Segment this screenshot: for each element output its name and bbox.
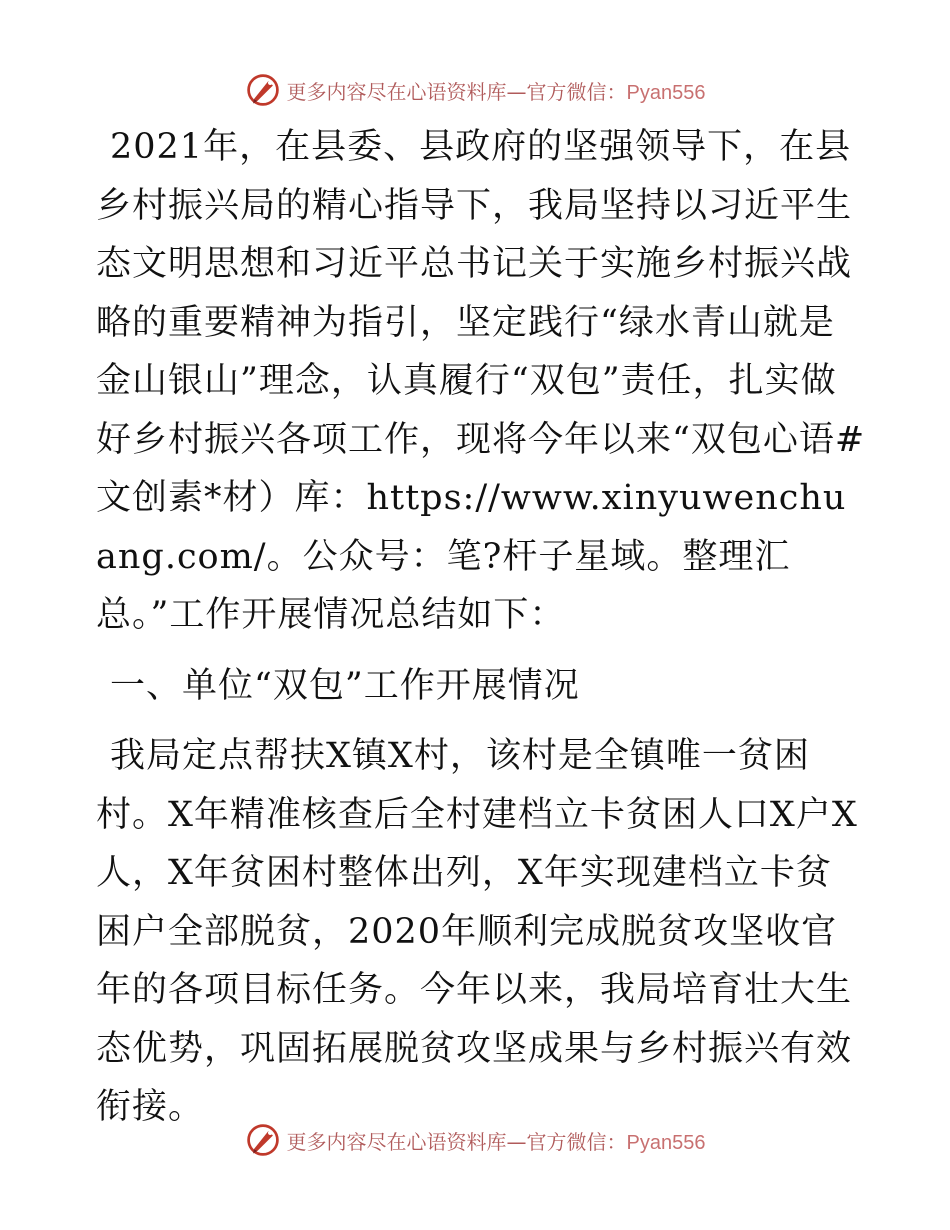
brand-separator: — (506, 1129, 527, 1154)
wechat-label: 官方微信： (526, 1129, 627, 1154)
brand-name: 更多内容尽在心语资料库 (286, 1129, 507, 1154)
section-heading: 一、单位“双包”工作开展情况 (110, 665, 580, 706)
brand-name: 更多内容尽在心语资料库 (286, 79, 507, 104)
watermark-text (287, 1126, 706, 1155)
pen-nib-circle-icon (245, 72, 281, 108)
watermark-text (287, 76, 706, 105)
wechat-account: Pyan556 (626, 1131, 706, 1154)
paragraph-section-one: 我局定点帮扶X镇X村，该村是全镇唯一贫困村。X年精准核查后全村建档立卡贫困人口X户X人，X年贫困村整体出列，X年实现建档立卡贫困户全部脱贫，2020年顺利完成脱贫攻坚收官年的各项目标任务。今年以来，我局培育壮大生态优势，巩固拓展脱贫攻坚成果与乡村振兴有效衔接。 (96, 736, 858, 1127)
wechat-label: 官方微信： (526, 79, 627, 104)
paragraph-intro: 2021年，在县委、县政府的坚强领导下，在县乡村振兴局的精心指导下，我局坚持以习近平生态文明思想和习近平总书记关于实施乡村振兴战略的重要精神为指引，坚定践行“绿水青山就是金山银山”理念，认真履行“双包”责任，扎实做好乡村振兴各项工作，现将今年以来“双包心语#文创素*材）库：https://www.xinyuwenchuang.com/。公众号：笔?杆子星域。整理汇总。”工作开展情况总结如下： (96, 127, 866, 635)
document-body (96, 118, 866, 1137)
brand-separator: — (506, 79, 527, 104)
page-header-watermark (0, 70, 950, 110)
page-footer-watermark (0, 1120, 950, 1160)
pen-nib-circle-icon (245, 1122, 281, 1158)
wechat-account: Pyan556 (626, 81, 706, 104)
